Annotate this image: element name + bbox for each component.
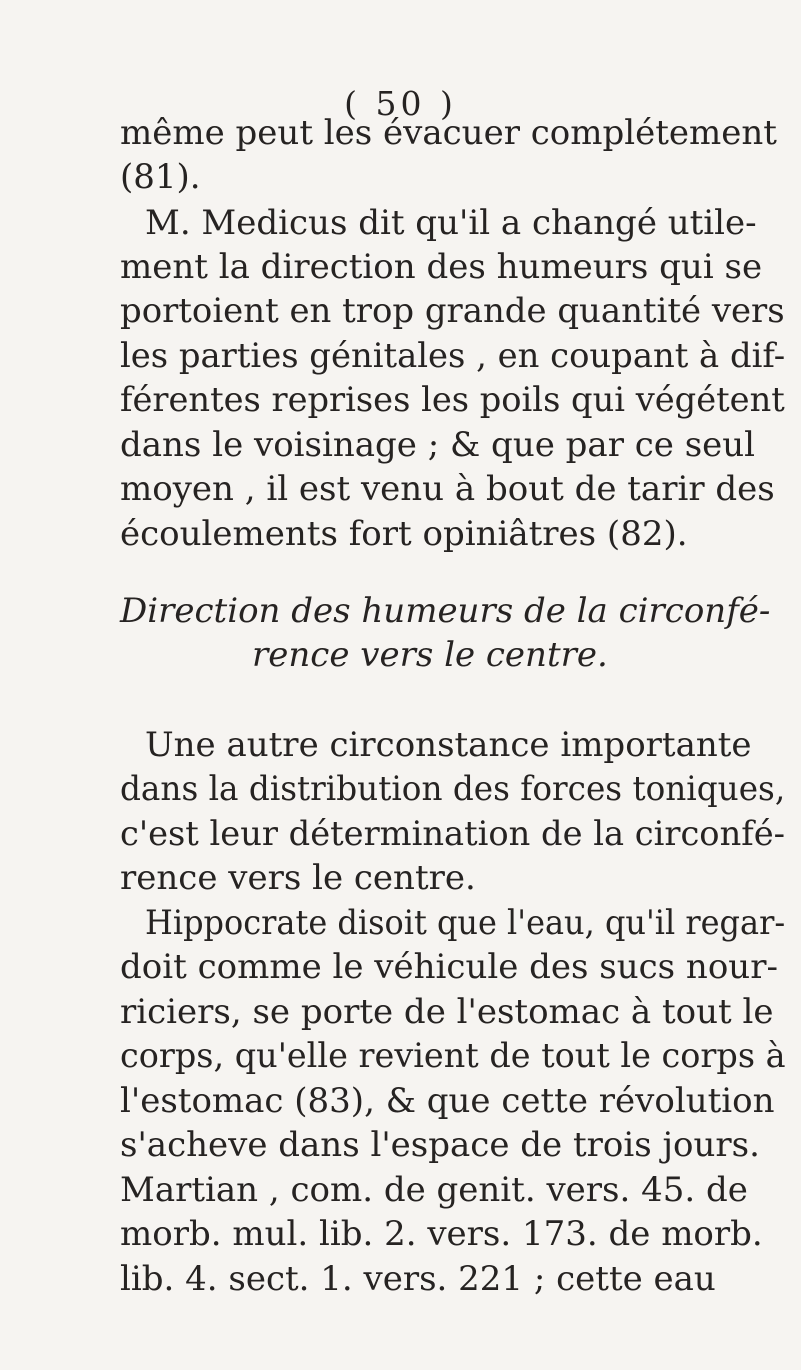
text-line-14: rence vers le centre. xyxy=(120,858,476,898)
text-line-17: riciers, se porte de l'estomac à tout le xyxy=(120,992,774,1032)
text-line-15: Hippocrate disoit que l'eau, qu'il regar- xyxy=(145,903,786,943)
section-title-line-2: rence vers le centre. xyxy=(252,635,608,675)
text-line-8: dans le voisinage ; & que par ce seul xyxy=(120,425,756,465)
text-line-11: Une autre circonstance importante xyxy=(145,725,752,765)
text-line-7: férentes reprises les poils qui végétent xyxy=(120,380,785,420)
text-line-20: s'acheve dans l'espace de trois jours. xyxy=(120,1125,760,1165)
text-line-22: morb. mul. lib. 2. vers. 173. de morb. xyxy=(120,1214,763,1254)
text-line-4: ment la direction des humeurs qui se xyxy=(120,247,763,287)
section-title-line-1: Direction des humeurs de la circonfé- xyxy=(120,591,771,631)
text-line-18: corps, qu'elle revient de tout le corps à xyxy=(120,1036,786,1076)
text-line-19: l'estomac (83), & que cette révolution xyxy=(120,1081,775,1121)
text-line-16: doit comme le véhicule des sucs nour- xyxy=(120,947,778,987)
text-line-12: dans la distribution des forces toniques, xyxy=(120,769,786,809)
text-line-1: même peut les évacuer complétement xyxy=(120,113,777,153)
text-line-3: M. Medicus dit qu'il a changé utile- xyxy=(145,203,757,243)
page-number-header: ( 50 ) xyxy=(344,84,457,123)
text-line-9: moyen , il est venu à bout de tarir des xyxy=(120,469,775,509)
text-line-21: Martian , com. de genit. vers. 45. de xyxy=(120,1170,748,1210)
text-line-10: écoulements fort opiniâtres (82). xyxy=(120,514,688,554)
text-line-6: les parties génitales , en coupant à dif- xyxy=(120,336,786,376)
text-line-13: c'est leur détermination de la circonfé- xyxy=(120,814,786,854)
text-line-2: (81). xyxy=(120,157,201,197)
text-line-23: lib. 4. sect. 1. vers. 221 ; cette eau xyxy=(120,1259,716,1299)
text-line-5: portoient en trop grande quantité vers xyxy=(120,291,785,331)
